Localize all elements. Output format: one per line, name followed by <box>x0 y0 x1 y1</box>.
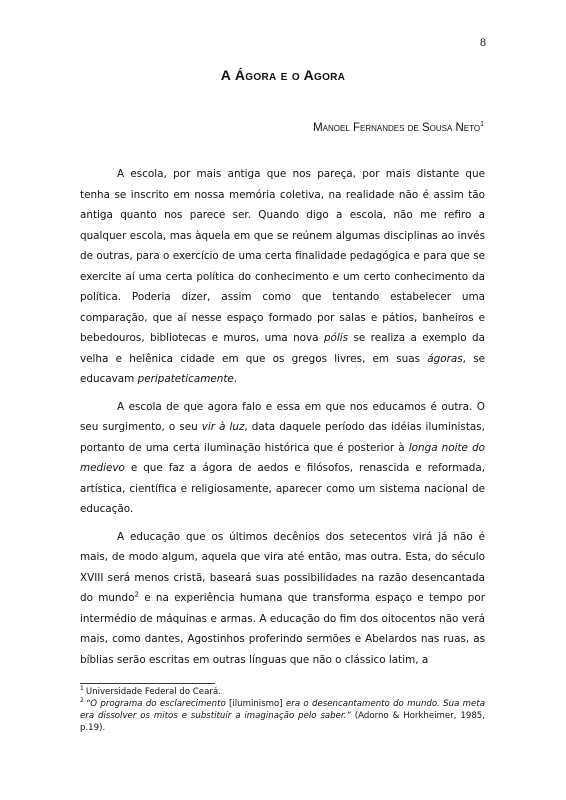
paragraph-text: A escola, por mais antiga que nos pareça, por mais distante que tenha se inscrito em nossa memória coletiva, na realidade não é assim tão antiga quanto nos parece ser. Quando digo a escola, não me refiro a qualquer escola, mas àquela em que se reúnem algumas disciplinas ao invés de outras, para o exercício de uma certa finalidade pedagógica e para que se exercite aí uma certa política do conhecimento e um certo conhecimento da política. Poderia dizer, assim como que tentando estabelecer uma comparação, que aí nesse espaço formado por salas e pátios, banheiros e bebedouros, bibliotecas e muros, uma nova <box>80 168 485 344</box>
footnote-text: [iluminismo] <box>229 699 283 709</box>
footnote-quote: “O programa do esclarecimento <box>85 699 230 709</box>
paragraph-text: A educação que os últimos decênios dos setecentos virá já não é mais, de modo algum, aquela que vira até então, mas outra. Esta, do século XVIII será menos cristã, baseará suas possibilidades na razão desencantada do mundo <box>80 530 485 604</box>
paragraph-1 <box>80 164 485 390</box>
paragraph-text: A escola de que agora falo e essa em que nos educamos é outra. O seu surgimento, o seu <box>80 400 485 433</box>
footnote-quote: era o desencantamento do mundo. Sua meta era dissolver os mitos e substituir a imaginação pelo saber.” <box>80 699 485 721</box>
author-footnote-ref: 1 <box>480 121 484 128</box>
page-number: 8 <box>480 35 486 49</box>
paragraph-2 <box>80 397 485 520</box>
footnote-ref-2[interactable]: 2 <box>134 590 139 599</box>
document-title: A Ágora e o Agora <box>220 67 346 83</box>
author-line <box>313 121 484 134</box>
paragraph-text: . <box>233 373 238 385</box>
footnote-text: Universidade Federal do Ceará. <box>85 687 221 697</box>
paragraph-text: , data daquele período das idéias iluministas, portanto de uma certa iluminação histórica que é posterior à <box>80 421 485 454</box>
paragraph-text: , se educavam <box>80 352 485 385</box>
paragraph-text: se realiza a exemplo da velha e helênica cidade em que os gregos livres, em suas <box>80 332 485 365</box>
footnote-divider <box>80 683 215 684</box>
body-text <box>80 164 485 677</box>
footnote-number: 2 <box>80 697 84 705</box>
italic-term: vir à luz <box>201 421 245 433</box>
footnote-1 <box>80 686 485 698</box>
italic-term: pólis <box>323 332 349 344</box>
footnotes <box>80 686 485 734</box>
paragraph-text: e que faz a ágora de aedos e filósofos, renascida e reformada, artística, científica e religiosamente, aparecer como um sistema nacional de educação. <box>80 462 485 515</box>
paragraph-3 <box>80 527 485 671</box>
author-name: Manoel Fernandes de Sousa Neto <box>313 121 481 134</box>
italic-term: ágoras <box>427 352 463 365</box>
footnote-citation: (Adorno & Horkheimer, 1985, p.19). <box>80 711 485 733</box>
footnote-number: 1 <box>80 685 84 693</box>
italic-term: longa noite do medievo <box>80 441 485 474</box>
footnote-2 <box>80 698 485 734</box>
paragraph-text: e na experiência humana que transforma espaço e tempo por intermédio de máquinas e armas. A educação do fim dos oitocentos não verá mais, como dantes, Agostinhos proferindo sermões e Abelardos nas ruas, as bíblias serão escritas em outras línguas que não o clássico latim, a <box>80 592 485 666</box>
italic-term: peripateticamente <box>137 373 234 385</box>
